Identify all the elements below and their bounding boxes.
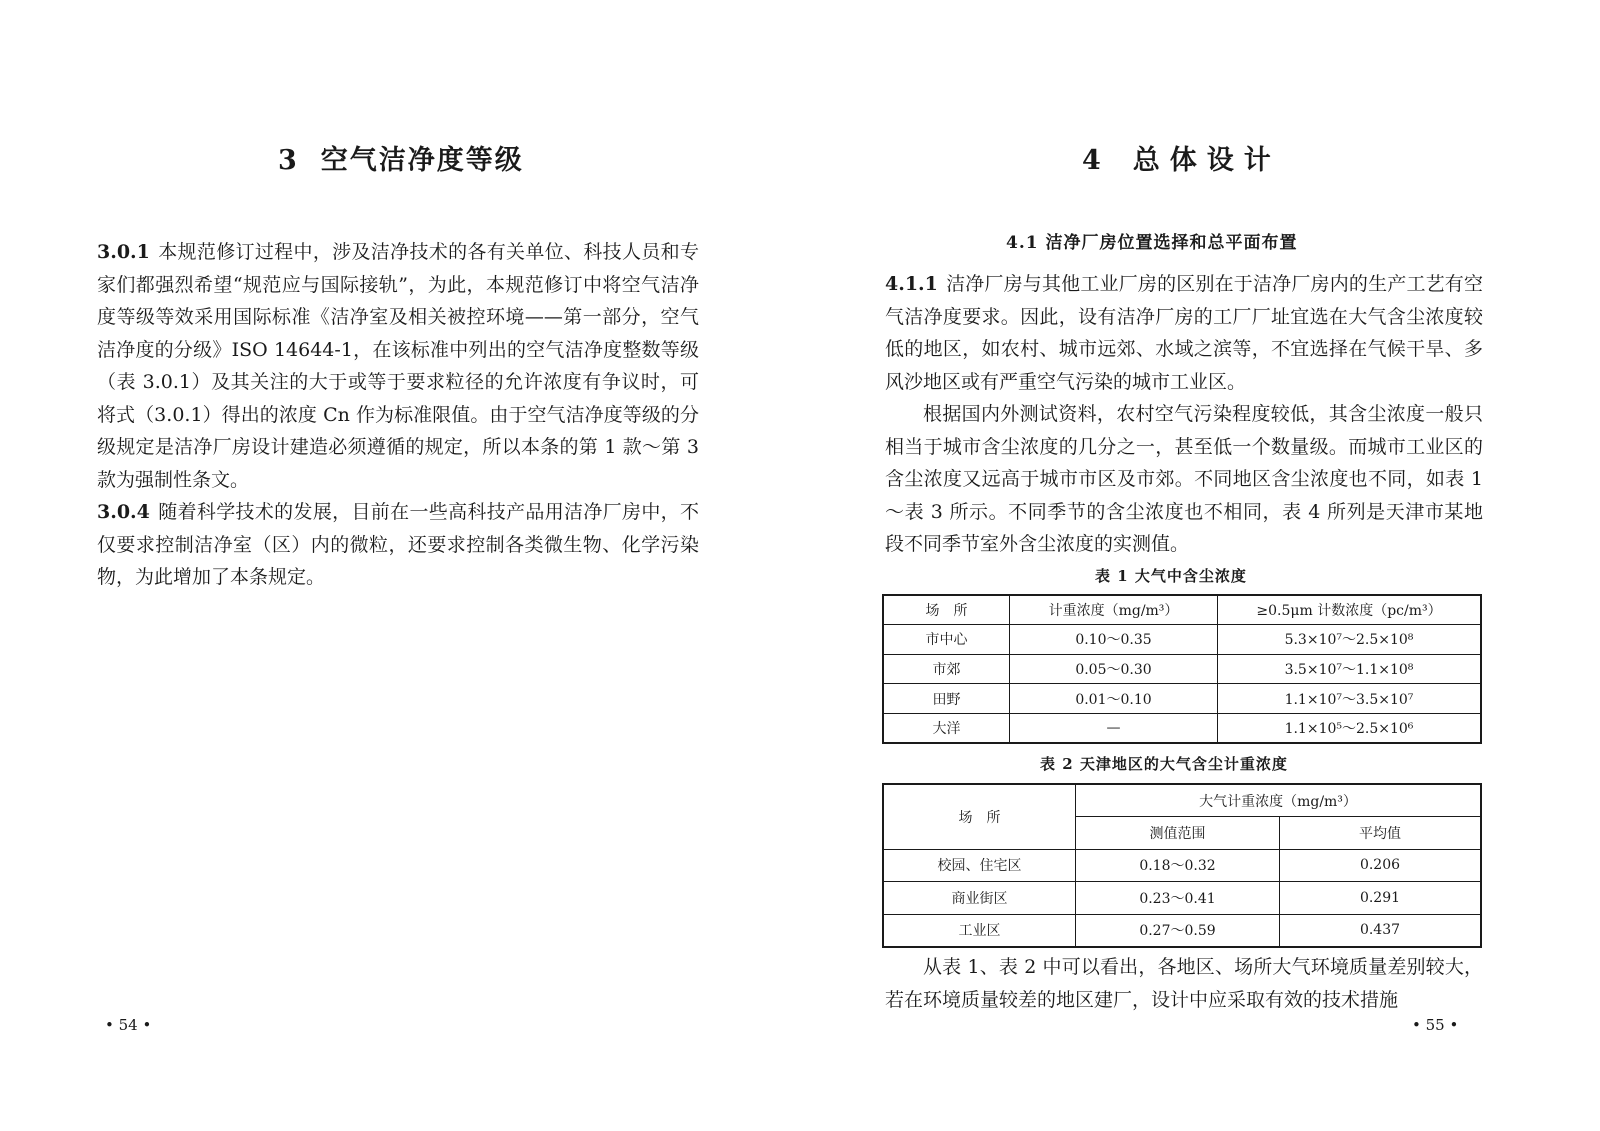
table-header: 大气计重浓度（mg/m³） <box>1076 784 1482 817</box>
chapter-heading <box>278 138 524 177</box>
table-row <box>883 849 1481 882</box>
right-body-text <box>885 268 1483 561</box>
clause-number: 3.0.4 <box>97 501 150 523</box>
table-cell: 0.18～0.32 <box>1076 849 1280 882</box>
clause-number: 4.1.1 <box>885 273 938 295</box>
table-header: 平均值 <box>1280 817 1482 850</box>
paragraph <box>885 268 1483 398</box>
table-row <box>883 713 1481 743</box>
table-header: ≥0.5μm 计数浓度（pc/m³） <box>1218 595 1482 625</box>
table-cell: 5.3×10⁷～2.5×10⁸ <box>1218 625 1482 655</box>
table-row <box>883 684 1481 714</box>
chapter-title: 总体设计 <box>1132 145 1281 176</box>
right-page <box>800 0 1600 1131</box>
table-cell: 0.437 <box>1280 914 1482 947</box>
table-caption: 表 2 天津地区的大气含尘计重浓度 <box>1040 755 1288 773</box>
table-row <box>883 654 1481 684</box>
tianjin-dust-table <box>882 783 1482 948</box>
table-header-row <box>883 784 1481 817</box>
paragraph <box>97 496 699 594</box>
section-title: 4.1 洁净厂房位置选择和总平面布置 <box>1006 233 1298 253</box>
table-cell: 市中心 <box>883 625 1010 655</box>
table-cell: 1.1×10⁷～3.5×10⁷ <box>1218 684 1482 714</box>
chapter-title: 空气洁净度等级 <box>320 145 524 176</box>
dust-concentration-table <box>882 594 1482 744</box>
table-cell: 校园、住宅区 <box>883 849 1076 882</box>
table-cell: 0.10～0.35 <box>1010 625 1218 655</box>
table-row <box>883 882 1481 915</box>
table-cell: 0.01～0.10 <box>1010 684 1218 714</box>
table-header: 测值范围 <box>1076 817 1280 850</box>
table-row <box>883 625 1481 655</box>
table-row <box>883 914 1481 947</box>
paragraph-text: 随着科学技术的发展，目前在一些高科技产品用洁净厂房中，不仅要求控制洁净室（区）内的微粒，还要求控制各类微生物、化学污染物，为此增加了本条规定。 <box>97 501 699 588</box>
clause-number: 3.0.1 <box>97 241 150 263</box>
table-cell: 0.291 <box>1280 882 1482 915</box>
paragraph <box>97 236 699 496</box>
table-cell: 0.23～0.41 <box>1076 882 1280 915</box>
chapter-heading <box>1082 138 1281 177</box>
paragraph-text: 本规范修订过程中，涉及洁净技术的各有关单位、科技人员和专家们都强烈希望“规范应与国际接轨”，为此，本规范修订中将空气洁净度等级等效采用国际标准《洁净室及相关被控环境——第一部分，空气洁净度的分级》ISO 14644-1，在该标准中列出的空气洁净度整数等级（表 3.0.1）及其关注的大于或等于要求粒径的允许浓度有争议时，可将式（3.0.1）得出的浓度 Cn 作为标准限值。由于空气洁净度等级的分级规定是洁净厂房设计建造必须遵循的规定，所以本条的第 1 款～第 3 款为强制性条文。 <box>97 241 699 491</box>
table-cell: 市郊 <box>883 654 1010 684</box>
table-caption: 表 1 大气中含尘浓度 <box>1095 567 1247 585</box>
chapter-number: 4 <box>1082 145 1111 176</box>
page-number: • 55 • <box>1412 1016 1459 1034</box>
paragraph: 从表 1、表 2 中可以看出，各地区、场所大气环境质量差别较大，若在环境质量较差的地区建厂，设计中应采取有效的技术措施 <box>885 956 1483 1011</box>
paragraph-text: 洁净厂房与其他工业厂房的区别在于洁净厂房内的生产工艺有空气洁净度要求。因此，设有洁净厂房的工厂厂址宜选在大气含尘浓度较低的地区，如农村、城市远郊、水域之滨等，不宜选择在气候干旱、多风沙地区或有严重空气污染的城市工业区。 <box>885 273 1483 393</box>
table-cell: 商业街区 <box>883 882 1076 915</box>
table-cell: 0.27～0.59 <box>1076 914 1280 947</box>
table-cell: 0.206 <box>1280 849 1482 882</box>
table-header: 计重浓度（mg/m³） <box>1010 595 1218 625</box>
table-header-row <box>883 595 1481 625</box>
table-cell: — <box>1010 713 1218 743</box>
paragraph-text: 根据国内外测试资料，农村空气污染程度较低，其含尘浓度一般只相当于城市含尘浓度的几分之一，甚至低一个数量级。而城市工业区的含尘浓度又远高于城市市区及市郊。不同地区含尘浓度也不同，如表 1～表 3 所示。不同季节的含尘浓度也不相同，表 4 所列是天津市某地段不同季节室外含尘浓度的实测值。 <box>885 403 1483 555</box>
page-number: • 54 • <box>105 1016 152 1034</box>
table-cell: 大洋 <box>883 713 1010 743</box>
table-cell: 3.5×10⁷～1.1×10⁸ <box>1218 654 1482 684</box>
closing-text <box>885 951 1483 1016</box>
table-header: 场 所 <box>883 784 1076 849</box>
table-cell: 0.05～0.30 <box>1010 654 1218 684</box>
table-header: 场 所 <box>883 595 1010 625</box>
table-cell: 工业区 <box>883 914 1076 947</box>
table-cell: 田野 <box>883 684 1010 714</box>
paragraph <box>885 398 1483 561</box>
left-body-text <box>97 236 699 594</box>
table-cell: 1.1×10⁵～2.5×10⁶ <box>1218 713 1482 743</box>
chapter-number: 3 <box>278 145 299 176</box>
